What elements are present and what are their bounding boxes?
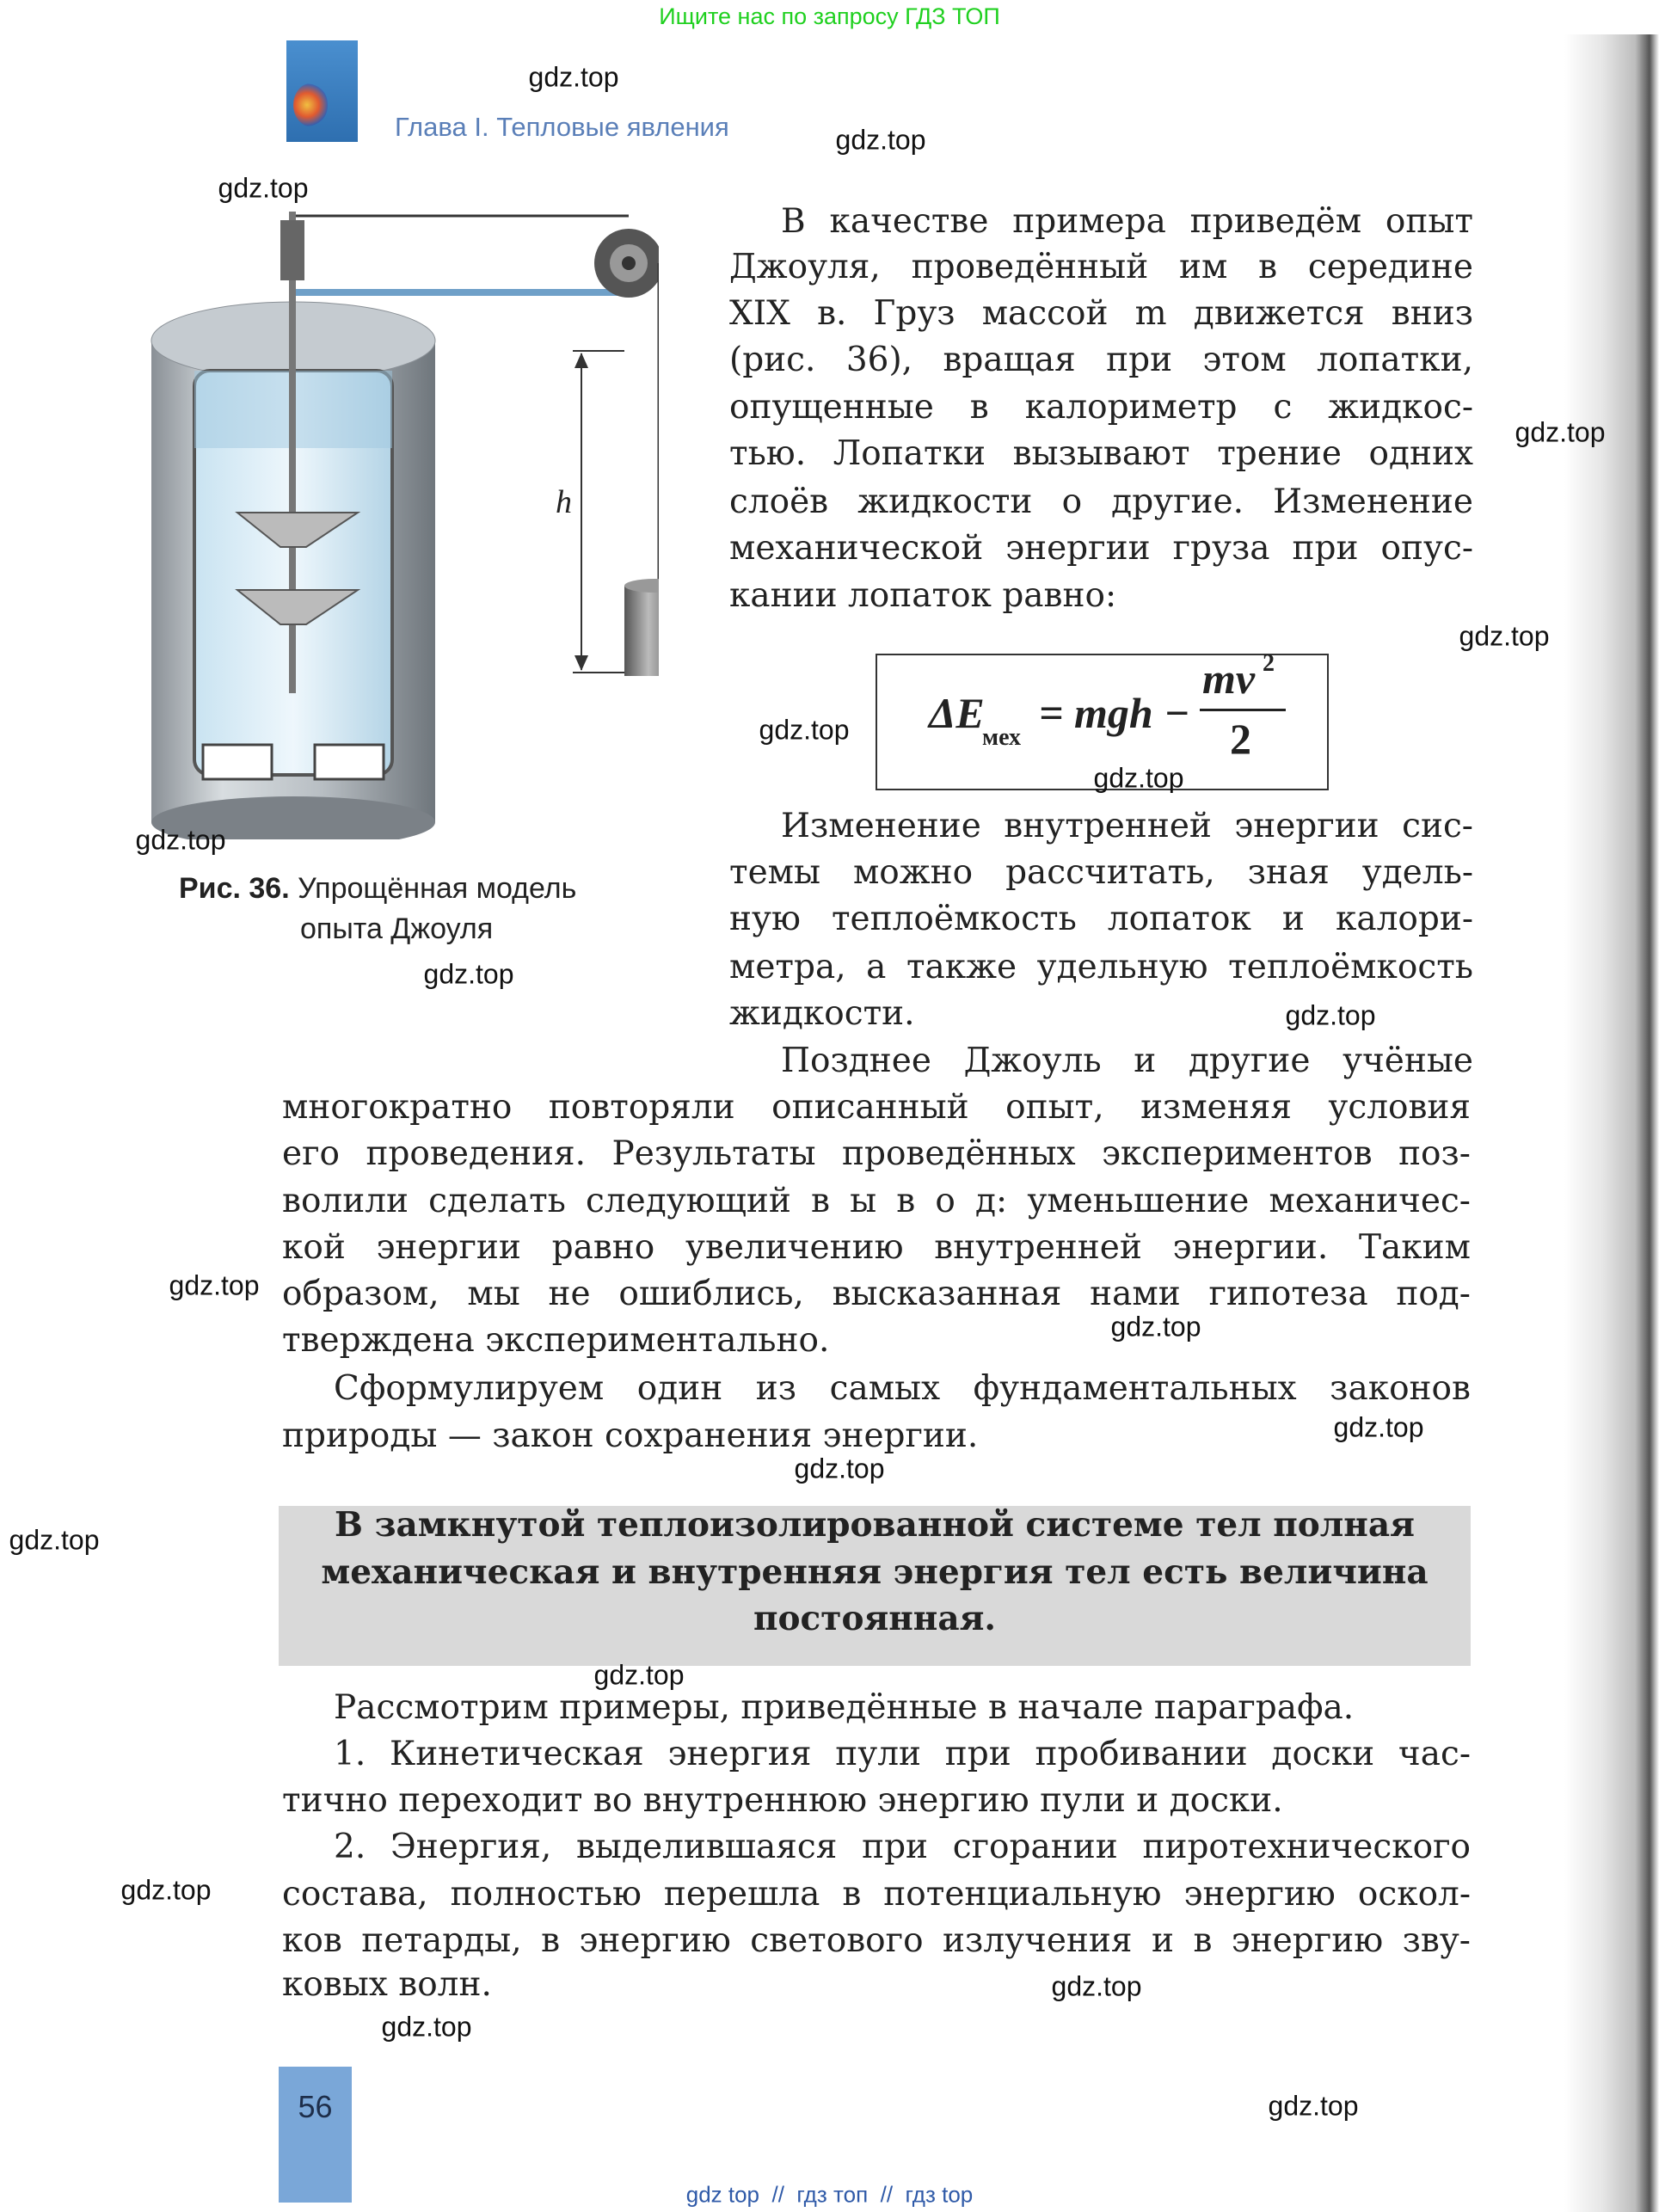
watermark: gdz.top xyxy=(1459,620,1550,652)
page-edge-shadow xyxy=(1564,34,1659,2212)
formula-subscript: мех xyxy=(982,724,1021,751)
text-line: волили сделать следующий в ы в о д: уменьшение механичес- xyxy=(282,1182,1471,1220)
chapter-emblem-icon xyxy=(293,83,328,126)
formula-exponent: 2 xyxy=(1263,650,1275,677)
text-line: природы — закон сохранения энергии. xyxy=(282,1416,979,1455)
watermark: gdz.top xyxy=(218,172,309,204)
text-line: Сформулируем один из самых фундаментальных законов xyxy=(334,1369,1471,1408)
watermark: gdz.top xyxy=(169,1269,260,1301)
watermark: gdz.top xyxy=(1268,2090,1359,2122)
text-line: Позднее Джоуль и другие учёные xyxy=(781,1041,1473,1080)
watermark: gdz.top xyxy=(593,1659,685,1691)
figure-caption xyxy=(179,872,576,906)
watermark: gdz.top xyxy=(1093,762,1184,794)
text-line: состава, полностью перешла в потенциальную энергию оскол- xyxy=(282,1875,1471,1914)
watermark: gdz.top xyxy=(9,1524,100,1556)
law-line: В замкнутой теплоизолированной системе тел полная xyxy=(335,1505,1415,1545)
formula-numerator: mv xyxy=(1202,654,1256,703)
text-line: опущенные в калориметр с жидкос- xyxy=(729,388,1473,427)
chapter-tab xyxy=(286,40,358,142)
text-line: Джоуля, проведённый им в середине xyxy=(729,248,1473,286)
text-line: тверждена экспериментально. xyxy=(282,1321,830,1360)
watermark: gdz.top xyxy=(423,958,514,990)
watermark: gdz.top xyxy=(1110,1311,1201,1343)
text-line: 2. Энергия, выделившаяся при сгорании пиротехнического xyxy=(334,1828,1471,1866)
watermark: gdz.top xyxy=(528,61,619,93)
watermark: gdz.top xyxy=(135,824,226,856)
text-line: слоёв жидкости о другие. Изменение xyxy=(729,482,1473,521)
text-line: метра, а также удельную теплоёмкость xyxy=(729,948,1473,986)
figure-caption-line2: опыта Джоуля xyxy=(300,912,494,945)
formula-denominator: 2 xyxy=(1230,715,1251,763)
text-line: тично переходит во внутреннюю энергию пули и доски. xyxy=(282,1781,1283,1820)
figure-number: Рис. 36. xyxy=(179,872,290,905)
formula-lhs: ΔE xyxy=(929,689,985,737)
text-line: ную теплоёмкость лопаток и калори- xyxy=(729,900,1473,938)
text-line: кании лопаток равно: xyxy=(729,576,1117,615)
fraction-bar xyxy=(1200,709,1286,711)
watermark: gdz.top xyxy=(1285,999,1376,1031)
text-line: В качестве примера приведём опыт xyxy=(781,202,1473,241)
text-line: многократно повторяли описанный опыт, изменяя условия xyxy=(282,1088,1471,1127)
chapter-title: Глава I. Тепловые явления xyxy=(395,112,729,142)
law-line: постоянная. xyxy=(753,1599,997,1638)
text-line: ковых волн. xyxy=(282,1965,492,2004)
text-line: XIX в. Груз массой m движется вниз xyxy=(729,294,1473,333)
watermark: gdz.top xyxy=(1051,1970,1142,2002)
watermark: gdz.top xyxy=(794,1453,885,1484)
text-line: жидкости. xyxy=(729,994,915,1033)
text-line: Изменение внутренней энергии сис- xyxy=(781,807,1473,845)
text-line: ков петарды, в энергию светового излучения и в энергию зву- xyxy=(282,1921,1471,1960)
text-line: 1. Кинетическая энергия пули при пробивании доски час- xyxy=(334,1735,1471,1773)
text-line: Рассмотрим примеры, приведённые в начале параграфа. xyxy=(334,1688,1355,1727)
law-line: механическая и внутренняя энергия тел есть величина xyxy=(321,1552,1429,1592)
figure-caption-line1: Упрощённая модель xyxy=(298,872,577,905)
text-line: его проведения. Результаты проведённых экспериментов поз- xyxy=(282,1134,1471,1173)
search-banner: Ищите нас по запросу ГДЗ ТОП xyxy=(659,3,1000,29)
watermark: gdz.top xyxy=(1333,1411,1424,1443)
law-statement-box xyxy=(279,1506,1471,1666)
joule-experiment-figure xyxy=(143,186,659,839)
height-label: h xyxy=(556,484,572,520)
watermark: gdz.top xyxy=(835,124,926,156)
footer-links: gdz top // гдз топ // гдз top xyxy=(685,2181,974,2208)
watermark: gdz.top xyxy=(759,714,850,746)
text-line: тью. Лопатки вызывают трение одних xyxy=(729,434,1473,473)
watermark: gdz.top xyxy=(1515,416,1606,448)
page-number: 56 xyxy=(298,2089,333,2124)
formula-rhs: = mgh − xyxy=(1039,689,1190,737)
text-line: образом, мы не ошиблись, высказанная нами гипотеза под- xyxy=(282,1275,1471,1313)
text-line: кой энергии равно увеличению внутренней энергии. Таким xyxy=(282,1228,1471,1267)
text-line: (рис. 36), вращая при этом лопатки, xyxy=(729,341,1473,379)
text-line: темы можно рассчитать, зная удель- xyxy=(729,853,1473,892)
watermark: gdz.top xyxy=(381,2011,472,2043)
text-line: механической энергии груза при опус- xyxy=(729,529,1473,568)
watermark: gdz.top xyxy=(120,1874,212,1906)
